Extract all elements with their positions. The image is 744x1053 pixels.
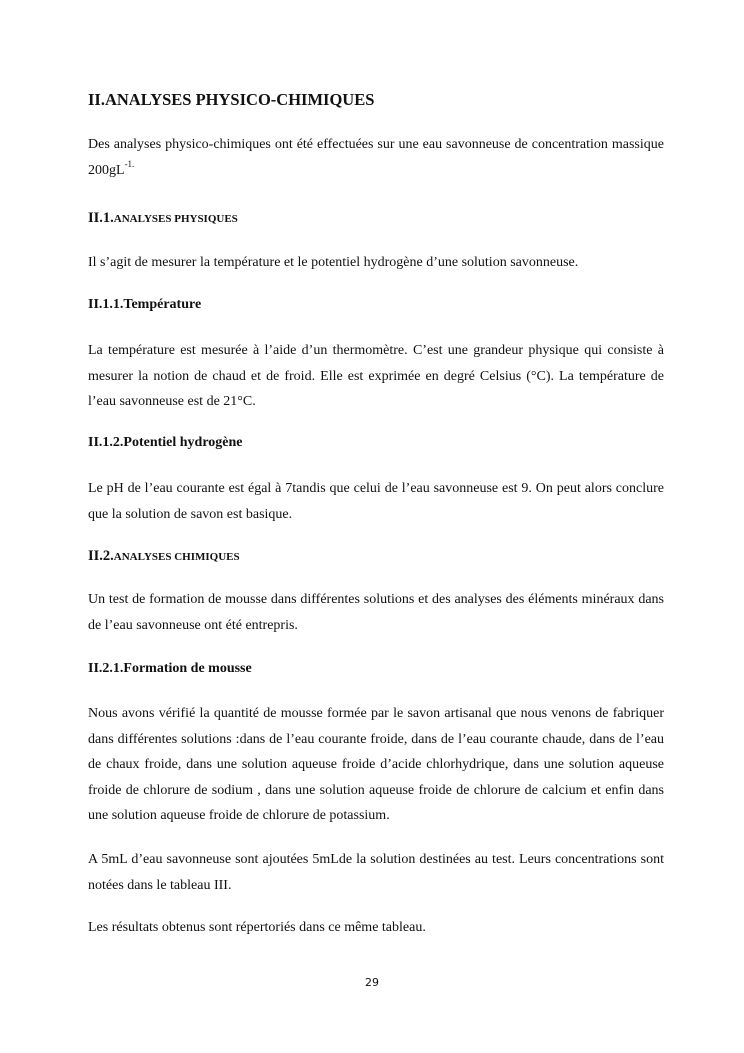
section-intro-chimiques: Un test de formation de mousse dans différentes solutions et des analyses des éléments minéraux dans de l’eau savonneuse ont été entrepris. xyxy=(88,592,664,633)
section-heading-chimiques xyxy=(88,548,664,565)
subsection-heading-ph: II.1.2.Potentiel hydrogène xyxy=(88,435,243,450)
section-number: II.1. xyxy=(88,210,114,226)
paragraph-mousse-1: Nous avons vérifié la quantité de mousse formée par le savon artisanal que nous venons de fabriquer dans différentes solutions :dans de l’eau courante froide, dans de l’eau courante chaude, dans de l’eau de chaux froide, dans une solution aqueuse froide d’acide chlorhydrique, dans une solution aqueuse froide de chlorure de sodium , dans une solution aqueuse froide de chlorure de calcium et enfin dans une solution aqueuse froide de chlorure de potassium. xyxy=(88,706,664,823)
section-intro-physiques: Il s’agit de mesurer la température et le potentiel hydrogène d’une solution savonneuse. xyxy=(88,255,579,270)
chapter-heading: II.ANALYSES PHYSICO-CHIMIQUES xyxy=(88,90,375,109)
paragraph-mousse-3: Les résultats obtenus sont répertoriés dans ce même tableau. xyxy=(88,920,426,935)
section-title: ANALYSES CHIMIQUES xyxy=(113,551,240,563)
paragraph-ph: Le pH de l’eau courante est égal à 7tandis que celui de l’eau savonneuse est 9. On peut alors conclure que la solution de savon est basique. xyxy=(88,481,664,522)
section-title: ANALYSES PHYSIQUES xyxy=(113,213,238,225)
page-number: 29 xyxy=(365,976,379,989)
section-heading-physiques xyxy=(88,210,664,227)
intro-text: Des analyses physico-chimiques ont été effectuées sur une eau savonneuse de concentration massique 200gL xyxy=(88,137,664,178)
section-number: II.2. xyxy=(88,548,114,564)
paragraph-mousse-2: A 5mL d’eau savonneuse sont ajoutées 5mLde la solution destinées au test. Leurs concentrations sont notées dans le tableau III. xyxy=(88,852,664,893)
paragraph-temperature: La température est mesurée à l’aide d’un thermomètre. C’est une grandeur physique qui consiste à mesurer la notion de chaud et de froid. Elle est exprimée en degré Celsius (°C). La température de l’eau savonneuse est de 21°C. xyxy=(88,343,664,409)
subsection-heading-temperature: II.1.1.Température xyxy=(88,297,202,312)
unit-superscript: -1. xyxy=(124,158,135,169)
subsection-heading-mousse: II.2.1.Formation de mousse xyxy=(88,661,252,676)
intro-paragraph xyxy=(88,132,664,183)
